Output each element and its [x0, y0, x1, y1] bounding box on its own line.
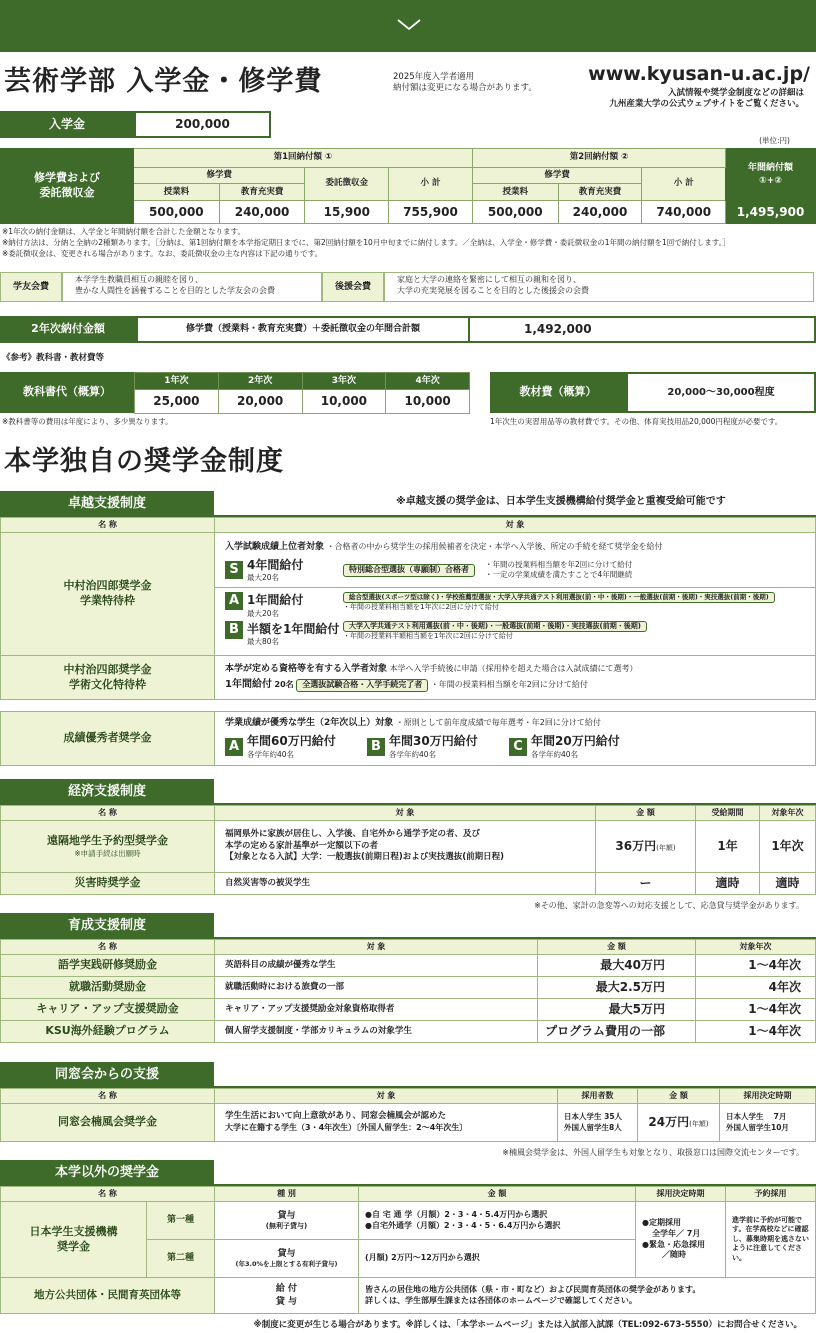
chevron-down-icon[interactable]: [396, 18, 422, 32]
gakuyu-desc: 本学学生教職員相互の親睦を図り、 豊かな人間性を涵養することを目的とした学友会の会費: [62, 272, 322, 302]
reference-title: 《参考》教科書・教材費等: [2, 353, 105, 363]
alumni-title: 同窓会からの支援: [0, 1062, 214, 1088]
year-note: 2025年度入学者適用 納付額は変更になる場合があります。: [393, 72, 537, 94]
fee-notes: ※1年次の納付金額は、入学金と年間納付額を合計した金額となります。 ※納付方法は、分納と全納の2種類あります。［分納は、第1回納付額を本学指定期日までに、第2回納付額を10月中旬までに納付します。／全納は、入学金・修学費・委託徴収金の1年間の納付額を1回で納付します。］ ※委託徴収金は、変更される場合があります。なお、委託徴収金の主な内容は下記の通りです。: [2, 227, 730, 258]
economic-title: 経済支援制度: [0, 779, 214, 805]
economic-table: 名 称 対 象 金 額 受給期間 対象年次 遠隔地学生予約型奨学金 ※申請手続は出願時 福岡県外に家族が居住し、入学後、自宅外から通学予定の者、及び 本学の定める家計基準が一定額以下の者 【対象となる入試】大学：一般選抜(前期日程)および実技選抜(前期日程) 36万円(年額) 1年 1年次 災害時奨学金 自然災害等の被災学生 ー 適時 適時: [0, 805, 816, 895]
annual-value: 1,495,900: [726, 201, 816, 224]
second-year-desc: 修学費（授業料・教育充実費）＋委託徴収金の年間合計額: [136, 316, 470, 343]
fee-table: [0, 148, 816, 224]
subtotal-header-2: 小 計: [642, 167, 726, 200]
material-label: 教材費（概算）: [490, 372, 626, 413]
fee-value: 740,000: [642, 201, 726, 224]
seiseki-table: 成績優秀者奨学金 学業成績が優秀な学生（2年次以上）対象 ・原則として前年度成績で毎年選考・年2回に分けて給付 A 年間60万円給付 各学年約40名 B 年間30万円給付 各学年約40名 C 年間20万円給付 各学年約40名: [0, 711, 816, 766]
fee-row-label: 修学費および 委託徴収金: [1, 149, 134, 224]
fee-value: 755,900: [389, 201, 473, 224]
b-badge: B: [225, 621, 243, 639]
facility-header-2: 教育充実費: [558, 184, 642, 201]
material-value: 20,000～30,000程度: [626, 372, 816, 413]
subtotal-header-1: 小 計: [389, 167, 473, 200]
textbook-table: 1年次 2年次 3年次 4年次 25,000 20,000 10,000 10,000: [134, 372, 470, 414]
economic-note: ※その他、家計の急変等への対応支援として、応急貸与奨学金があります。: [534, 901, 804, 910]
page-title: 芸術学部 入学金・修学費: [4, 66, 323, 97]
external-title: 本学以外の奨学金: [0, 1160, 214, 1186]
excellence-table: 名 称 対 象 中村治四郎奨学金 学業特待枠 入学試験成績上位者対象 ・合格者の中から奨学生の採用候補者を決定・本学へ入学後、所定の手続を経て奨学金を給付 S 4年間給付 最大20名 特別総合型選抜（専願制）合格者 ・年間の授業料相当額を年2回に分けて給付 ・一定の学業成績を満たすことで4年間継続 A 1年間給付 最大20名 総合型選抜(スポーツ型は除く)・学校推薦型選抜・大学入学共通テスト利用選抜(前・中・後期)・一般選抜(前期・後期)・実技選抜(前期・後期) ・年間の授業料相当額を1年次に2回に分けて給付 B 半額を1年間給付 最大80名 大学入学共通テスト利用選抜(前・中・後期)・一般選抜(前期・後期)・実技選抜(前期・後期) ・年間の授業料半額相当額を1年次に2回に分けて給付 中村治四郎奨学金 学術文化特待枠 本学が定める資格等を有する入学者対象 本学へ入学手続後に申請（採用枠を超えた場合は入試成績にて選考） 1年間給付 20名 全選抜試験合格・入学手続完了者 ・年間の授業料相当額を年2回に分けて給付: [0, 517, 816, 700]
annual-header: 年間納付額 ①+②: [726, 149, 816, 201]
growth-table: 名 称 対 象 金 額 対象年次 語学実践研修奨励金 英語科目の成績が優秀な学生 最大40万円 1～4年次 就職活動奨励金 就職活動時における旅費の一部 最大2.5万円 4年次 キャリア・アップ支援奨励金 キャリア・アップ支援奨励金対象資格取得者 最大5万円 1～4年次 KSU海外経験プログラム 個人留学支援制度・学部カリキュラムの対象学生 プログラム費用の一部 1～4年次: [0, 939, 816, 1043]
koen-desc: 家庭と大学の連絡を緊密にして相互の親和を図り、 大学の充実発展を図ることを目的とした後援会の会費: [384, 272, 814, 302]
nakamura-gakujutsu: 中村治四郎奨学金 学術文化特待枠: [1, 656, 215, 700]
excellence-note: ※卓越支援の奨学金は、日本学生支援機構給付奨学金と重複受給可能です: [396, 496, 726, 507]
unit-note: (単位:円): [759, 136, 790, 145]
growth-title: 育成支援制度: [0, 913, 214, 939]
second-year-label: 2年次納付金額: [0, 316, 136, 343]
alumni-table: 名 称 対 象 採用者数 金 額 採用決定時期 同窓会楠風会奨学金 学生生活において向上意欲があり、同窓会楠風会が認めた 大学に在籍する学生（3・4年次生）〔外国人留学生：2～4年次生〕 日本人学生 35人 外国人留学生8人 24万円(年額) 日本人学生 7月 外国人留学生10月: [0, 1088, 816, 1142]
alumni-note: ※楠風会奨学金は、外国人留学生も対象となり、取扱窓口は国際交流センターです。: [502, 1148, 804, 1157]
nakamura-gakugyo: 中村治四郎奨学金 学業特待枠: [1, 533, 215, 656]
seiseki-name: 成績優秀者奨学金: [1, 712, 215, 766]
excellence-title: 卓越支援制度: [0, 491, 214, 517]
fee-value: 500,000: [472, 201, 558, 224]
admission-label: 入学金: [0, 111, 134, 138]
second-payment-header: 第2回納付額 ②: [472, 149, 725, 168]
second-year-value: 1,492,000: [470, 316, 816, 343]
fee-value: 500,000: [133, 201, 219, 224]
gakuyu-label: 学友会費: [0, 272, 62, 302]
textbook-note: ※教科書等の費用は年度により、多少異なります。: [2, 417, 173, 426]
a-badge: A: [225, 592, 243, 610]
website-note: 入試情報や奨学金制度などの詳細は 九州産業大学の公式ウェブサイトをご覧ください。: [609, 88, 804, 110]
admission-value: 200,000: [134, 111, 271, 138]
tuition-header-1: 授業料: [133, 184, 219, 201]
website-link[interactable]: www.kyusan-u.ac.jp/: [588, 63, 810, 85]
koen-label: 後援会費: [322, 272, 384, 302]
shugakuhi-header-2: 修学費: [472, 167, 641, 184]
external-table: 名 称 種 別 金 額 採用決定時期 予約採用 日本学生支援機構 奨学金 第一種 貸与 (無利子貸与) ●自 宅 通 学（月額）2・3・4・5.4万円から選択 ●自宅外通学（月額）2・3・4・5・6.4万円から選択 ●定期採用 全学年／ 7月 ●緊急・応急採用 ／随時 進学前に予約が可能です。在学高校などに確認し、募集時期を逃さないように注意してください。 第二種 貸与 (年3.0%を上限とする有利子貸与) (月額) 2万円～12万円から選択 地方公共団体・民間育英団体等 給 付 貸 与 皆さんの居住地の地方公共団体（県・市・町など）および民間育英団体の奨学金があります。 詳しくは、学生部厚生課または各団体のホームページで確認してください。: [0, 1186, 816, 1314]
facility-header-1: 教育充実費: [219, 184, 305, 201]
scholarship-title: 本学独自の奨学金制度: [4, 446, 284, 477]
fee-value: 240,000: [558, 201, 642, 224]
shugakuhi-header-1: 修学費: [133, 167, 304, 184]
tuition-header-2: 授業料: [472, 184, 558, 201]
top-banner: [0, 0, 816, 52]
s-badge: S: [225, 561, 243, 579]
first-payment-header: 第1回納付額 ①: [133, 149, 472, 168]
commission-header: 委託徴収金: [305, 167, 389, 200]
fee-value: 240,000: [219, 201, 305, 224]
material-note: 1年次生の実習用品等の教材費です。その他、体育実技用品20,000円程度が必要です。: [490, 417, 783, 426]
textbook-label: 教科書代（概算）: [0, 372, 134, 413]
footer-note: ※制度に変更が生じる場合があります。※詳しくは、「本学ホームページ」または入試部入試課（TEL:092-673-5550）にお問合せください。: [253, 1320, 802, 1330]
fee-value: 15,900: [305, 201, 389, 224]
